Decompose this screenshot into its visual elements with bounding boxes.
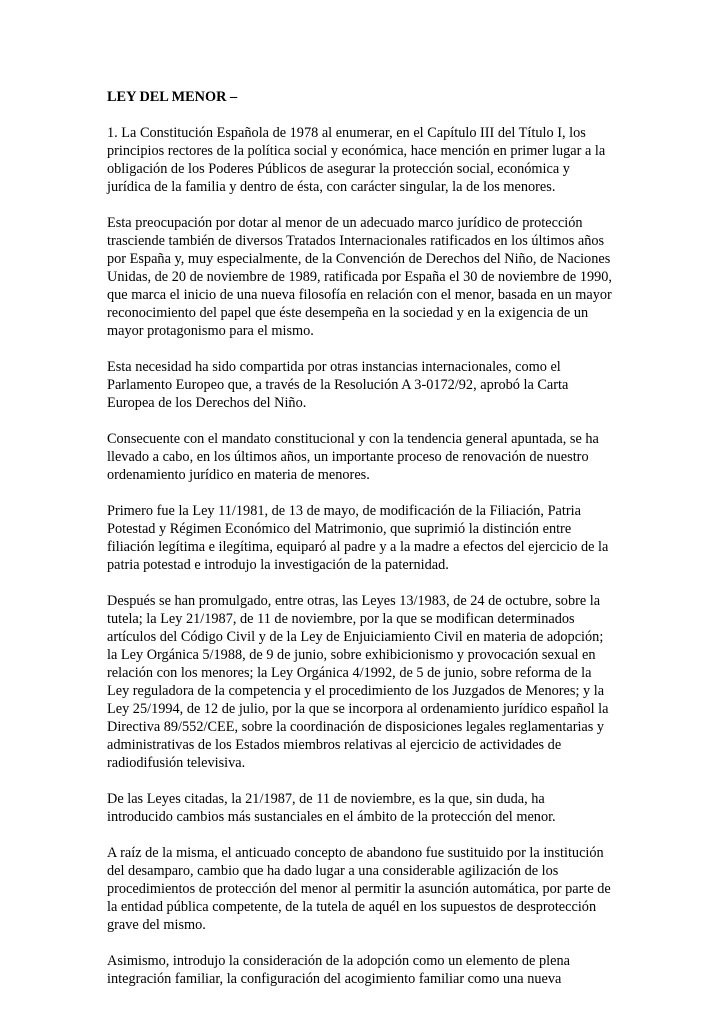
text-line: principios rectores de la política social y económica, hace mención en primer lugar a la <box>107 143 606 159</box>
text-line: Europea de los Derechos del Niño. <box>107 395 307 411</box>
paragraph-3 <box>107 358 631 412</box>
text-line: Ley 25/1994, de 12 de julio, por la que se incorpora al ordenamiento jurídico español la <box>107 701 609 717</box>
paragraph-5 <box>107 502 631 574</box>
text-line: la Ley Orgánica 5/1988, de 9 de junio, sobre exhibicionismo y provocación sexual en <box>107 647 596 663</box>
text-line: la entidad pública competente, de la tutela de aquél en los supuestos de desprotección <box>107 899 597 915</box>
paragraph-9 <box>107 952 631 988</box>
paragraph-4 <box>107 430 631 484</box>
text-line: obligación de los Poderes Públicos de asegurar la protección social, económica y <box>107 161 570 177</box>
text-line: filiación legítima e ilegítima, equiparó al padre y a la madre a efectos del ejercicio de la <box>107 539 609 555</box>
document-title: LEY DEL MENOR – <box>107 89 238 105</box>
paragraph-6 <box>107 592 631 772</box>
text-line: Asimismo, introdujo la consideración de la adopción como un elemento de plena <box>107 953 570 969</box>
paragraph-2 <box>107 214 631 340</box>
text-line: 1. La Constitución Española de 1978 al enumerar, en el Capítulo III del Título I, los <box>107 125 586 141</box>
text-line: grave del mismo. <box>107 917 206 933</box>
text-line: A raíz de la misma, el anticuado concepto de abandono fue sustituido por la institución <box>107 845 604 861</box>
text-line: Directiva 89/552/CEE, sobre la coordinación de disposiciones legales reglamentarias y <box>107 719 605 735</box>
text-line: Esta preocupación por dotar al menor de un adecuado marco jurídico de protección <box>107 215 583 231</box>
text-line: integración familiar, la configuración del acogimiento familiar como una nueva <box>107 971 562 987</box>
text-line: procedimientos de protección del menor al permitir la asunción automática, por parte de <box>107 881 611 897</box>
paragraph-1 <box>107 124 631 196</box>
text-line: jurídica de la familia y dentro de ésta, con carácter singular, la de los menores. <box>107 179 556 195</box>
text-line: mayor protagonismo para el mismo. <box>107 323 314 339</box>
text-line: Primero fue la Ley 11/1981, de 13 de mayo, de modificación de la Filiación, Patria <box>107 503 581 519</box>
text-line: Después se han promulgado, entre otras, las Leyes 13/1983, de 24 de octubre, sobre la <box>107 593 601 609</box>
text-line: Parlamento Europeo que, a través de la Resolución A 3-0172/92, aprobó la Carta <box>107 377 569 393</box>
text-line: del desamparo, cambio que ha dado lugar a una considerable agilización de los <box>107 863 559 879</box>
text-line: Consecuente con el mandato constitucional y con la tendencia general apuntada, se ha <box>107 431 599 447</box>
text-line: ordenamiento jurídico en materia de menores. <box>107 467 370 483</box>
text-line: Unidas, de 20 de noviembre de 1989, ratificada por España el 30 de noviembre de 1990, <box>107 269 612 285</box>
paragraph-8 <box>107 844 631 934</box>
document-page <box>107 88 631 1006</box>
text-line: radiodifusión televisiva. <box>107 755 246 771</box>
text-line: De las Leyes citadas, la 21/1987, de 11 de noviembre, es la que, sin duda, ha <box>107 791 545 807</box>
paragraph-7 <box>107 790 631 826</box>
text-line: introducido cambios más sustanciales en el ámbito de la protección del menor. <box>107 809 556 825</box>
text-line: patria potestad e introdujo la investigación de la paternidad. <box>107 557 449 573</box>
text-line: administrativas de los Estados miembros relativas al ejercicio de actividades de <box>107 737 562 753</box>
text-line: trasciende también de diversos Tratados Internacionales ratificados en los últimos años <box>107 233 605 249</box>
text-line: Ley reguladora de la competencia y el procedimiento de los Juzgados de Menores; y la <box>107 683 605 699</box>
text-line: tutela; la Ley 21/1987, de 11 de noviembre, por la que se modifican determinados <box>107 611 575 627</box>
text-line: Potestad y Régimen Económico del Matrimonio, que suprimió la distinción entre <box>107 521 572 537</box>
text-line: que marca el inicio de una nueva filosofía en relación con el menor, basada en un mayor <box>107 287 612 303</box>
text-line: por España y, muy especialmente, de la Convención de Derechos del Niño, de Naciones <box>107 251 611 267</box>
text-line: artículos del Código Civil y de la Ley de Enjuiciamiento Civil en materia de adopción; <box>107 629 604 645</box>
text-line: Esta necesidad ha sido compartida por otras instancias internacionales, como el <box>107 359 561 375</box>
text-line: llevado a cabo, en los últimos años, un importante proceso de renovación de nuestro <box>107 449 589 465</box>
text-line: relación con los menores; la Ley Orgánica 4/1992, de 5 de junio, sobre reforma de la <box>107 665 592 681</box>
text-line: reconocimiento del papel que éste desempeña en la sociedad y en la exigencia de un <box>107 305 589 321</box>
